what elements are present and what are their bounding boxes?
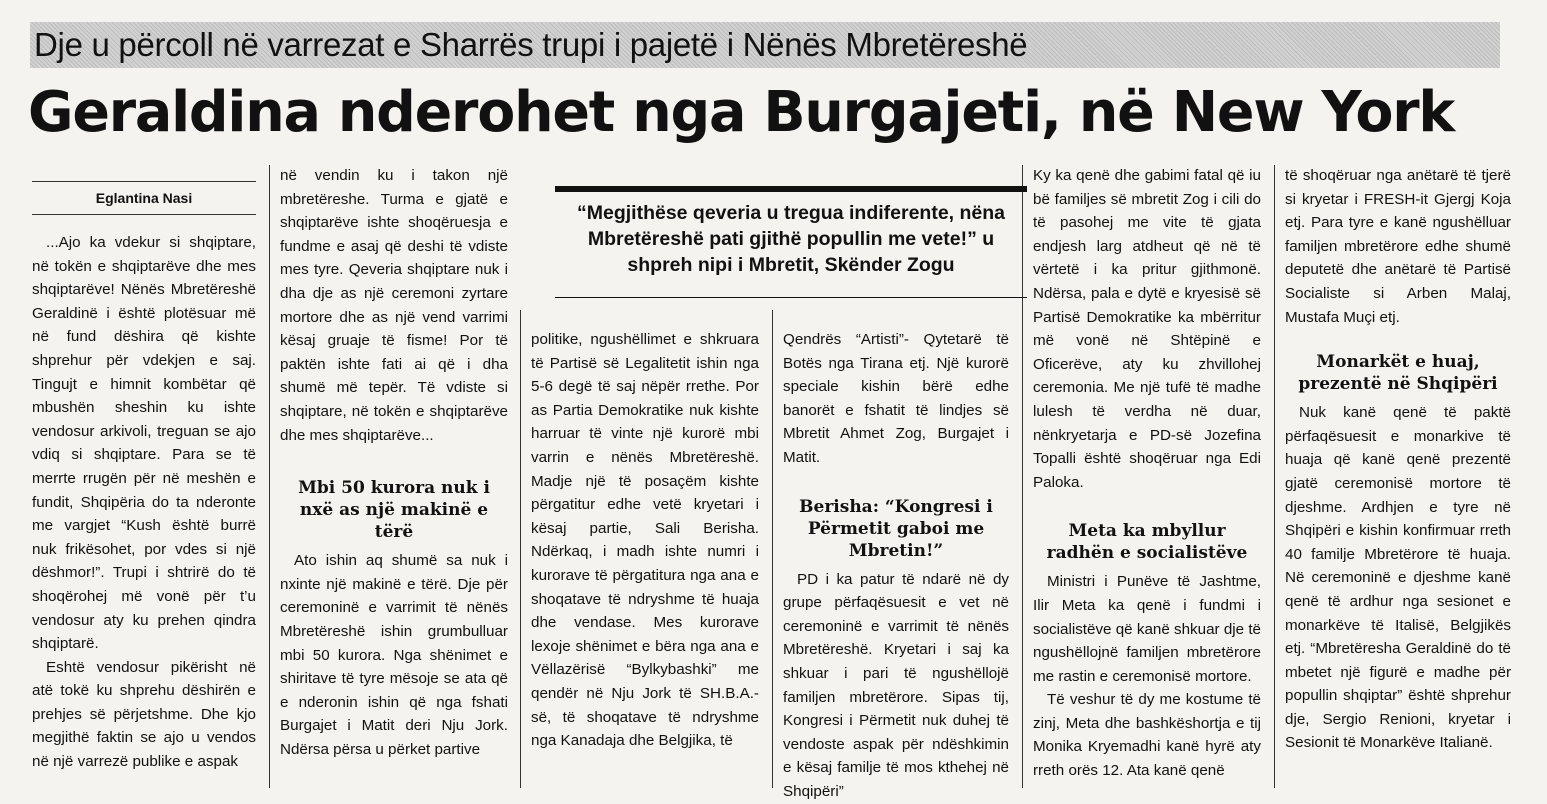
byline-rule <box>32 181 256 182</box>
paragraph: në vendin ku i takon një mbretëreshe. Turma e gjatë e shqiptarëve ishte shoqëruesja e fundme e asaj që deshi të vdiste mes tyre. Qeveria shqiptare nuk i dha dje as një ceremoni zyrtare mortore dhe as një vend varrimi kësaj gruaje të fisme! Por të paktën ishte fati ai që i dha shumë më tepër. Të vdiste si shqiptare, në tokën e shqiptarëve dhe mes shqiptarëve... <box>280 167 508 444</box>
column-1 <box>32 164 256 790</box>
paragraph: Eshtë vendosur pikërisht në atë tokë ku shprehu dëshirën e prehjes së përjetshme. Dhe kjo megjithë faktin se ajo u vendos në një varrezë publike e aspak <box>32 658 256 771</box>
paragraph: Nuk kanë qenë të paktë përfaqësuesit e monarkive të huaja që kanë qenë prezentë gjatë ceremonisë mortore të djeshme. Ardhjen e tyre në Shqipëri e kishin konfirmuar rreth 40 familje Mbretërore të huaja. Në ceremoninë e djeshme kanë qenë të ardhur nga sesionet e monarkëve të Italisë, Belgjikës etj. “Mbretëresha Geraldinë do të mbetet një figurë e madhe për popullin shqiptar” është shprehur dje, Sergio Renioni, kryetar i Sesionit të Monarkëve Italianë. <box>1285 404 1511 752</box>
column-rule <box>269 165 270 788</box>
subheading-meta: Meta ka mbyllur radhën e socialistëve <box>1046 521 1248 564</box>
paragraph: të shoqëruar nga anëtarë të tjerë si kryetar i FRESH-it Gjergj Koja etj. Para tyre e kanë ngushëlluar familjen mbretërore edhe shumë deputetë dhe anëtarë të Partisë Socialiste si Arben Malaj, Mustafa Muçi etj. <box>1285 167 1511 326</box>
column-2 <box>280 164 508 790</box>
kicker-strip: Dje u përcoll në varrezat e Sharrës trupi i pajetë i Nënës Mbretëreshë <box>30 22 1500 68</box>
subheading-wreaths: Mbi 50 kurora nuk i nxë as një makinë e tërë <box>298 478 490 543</box>
paragraph: Ky ka qenë dhe gabimi fatal që iu bë familjes së mbretit Zog i cili do të pasohej me vite të gjata endjesh larg atdheut që në të vërtetë i ka pritur gjithmonë. Ndërsa, pala e dytë e kryesisë së Partisë Demokratike ka mbërritur më vonë në Shtëpinë e Oficerëve, aty ku zhvillohej ceremonia. Me një tufë të madhe lulesh të verdha në duar, nënkryetarja e PD-së Jozefina Topalli është shoqëruar nga Edi Paloka. <box>1033 167 1261 491</box>
byline: Eglantina Nasi <box>95 190 193 206</box>
pull-quote: “Megjithëse qeveria u tregua indiferente, nëna Mbretëreshë pati gjithë popullin me vete!” u shpreh nipi i Mbretit, Skënder Zogu <box>555 186 1027 298</box>
paragraph: ...Ajo ka vdekur si shqiptare, në tokën e shqiptarëve dhe mes shqiptarëve! Nënës Mbretëreshë Geraldinë i është plotësuar më në fund dëshira që kishte shprehur për vdekjen e saj. Tingujt e himnit kombëtar që mbushën sheshin ku ishte vendosur arkivoli, treguan se ajo vdiq si shqiptare. Para se të merrte rrugën për në meshën e fundit, Shqipëria do ta nderonte me vargjet “Kush është burrë nuk frikësohet, por vdes si një dëshmor!”. Trupi i shtrirë do të shoqërohej më vonë për t’u vendosur aty ku prehen qindra shqiptarë. <box>32 234 256 653</box>
paragraph: Ministri i Punëve të Jashtme, Ilir Meta ka qenë i fundmi i socialistëve që kanë shkuar dje të ngushëllojnë familjen mbretërore me rastin e ceremonisë mortore. <box>1033 573 1261 685</box>
column-rule <box>772 310 773 788</box>
paragraph: Të veshur të dy me kostume të zinj, Meta dhe bashkëshortja e tij Monika Kryemadhi kanë hyrë aty rreth orës 12. Ata kanë qenë <box>1033 691 1261 780</box>
column-5 <box>1033 164 1261 790</box>
column-3 <box>531 328 759 790</box>
paragraph: politike, ngushëllimet e shkruara të Partisë së Legalitetit ishin nga 5-6 degë të saj nëpër rrethe. Por as Partia Demokratike nuk kishte harruar të vinte një kurorë mbi varrin e nënës Mbretëreshë. Madje një të posaçëm kishte përgatitur edhe vetë kryetari i kësaj partie, Sali Berisha. Ndërkaq, i madh ishte numri i kurorave të përgatitura nga ana e shoqatave të ndryshme të huaja dhe vendase. Mes kurorave lexoje shënimet e bëra nga ana e Vëllazërisë “Bylkybashki” me qendër në Nju Jork të SH.B.A.-së, të shoqatave të ndryshme nga Kanadaja dhe Belgjika, të <box>531 331 759 750</box>
paragraph: Qendrës “Artisti”- Qytetarë të Botës nga Tirana etj. Një kurorë speciale kishin bërë edhe banorët e fshatit të lindjes së Mbretit Ahmet Zog, Burgajet i Matit. <box>783 331 1009 466</box>
subheading-berisha: Berisha: “Kongresi i Përmetit gaboi me Mbretin!” <box>799 496 993 561</box>
subheading-monarchs: Monarkët e huaj, prezentë në Shqipëri <box>1298 352 1498 395</box>
column-4 <box>783 328 1009 800</box>
byline-rule <box>32 214 256 215</box>
headline: Geraldina nderohet nga Burgajeti, në New York <box>28 80 1455 145</box>
column-6 <box>1285 164 1511 790</box>
column-rule <box>520 310 521 788</box>
paragraph: PD i ka patur të ndarë në dy grupe përfaqësuesit e vet në ceremoninë e varrimit të nënës Mbretëreshë. Kryetari i saj ka shkuar i pari të ngushëllojë familjen mbretërore. Sipas tij, Kongresi i Përmetit nuk duhej të vendoste aspak për ndëshkimin e kësaj familje të mos kthehej në Shqipëri” <box>783 570 1009 800</box>
column-rule <box>1274 165 1275 788</box>
paragraph: Ato ishin aq shumë sa nuk i nxinte një makinë e tërë. Dje për ceremoninë e varrimit të nënës Mbretëreshë ishin grumbulluar mbi 50 kurora. Nga shënimet e shiritave të tyre mësoje se ata që e nderonin ishin që nga fshati Burgajet i Matit deri Nju Jork. Ndërsa përsa u përket partive <box>280 552 508 758</box>
